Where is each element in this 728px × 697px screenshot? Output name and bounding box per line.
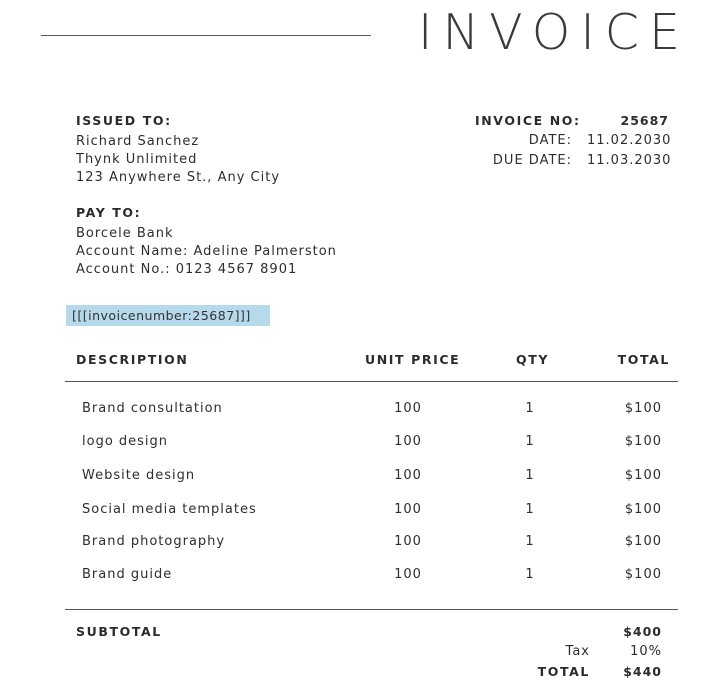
- row-description: Brand consultation: [82, 401, 223, 416]
- date-label: DATE:: [528, 133, 572, 148]
- tax-value: 10%: [630, 644, 662, 659]
- issued-to-company: Thynk Unlimited: [76, 152, 198, 167]
- table-row: [0, 467, 728, 485]
- table-header-rule: [65, 381, 678, 382]
- invoice-no-label: INVOICE NO:: [475, 113, 581, 128]
- pay-to-account-name: Account Name: Adeline Palmerston: [76, 244, 337, 259]
- due-date-label: DUE DATE:: [492, 153, 572, 168]
- table-row: [0, 501, 728, 519]
- row-qty: 1: [525, 401, 535, 416]
- issued-to-name: Richard Sanchez: [76, 134, 200, 149]
- row-qty: 1: [525, 434, 535, 449]
- row-description: Social media templates: [82, 502, 257, 517]
- tax-label: Tax: [565, 644, 590, 659]
- row-unit-price: 100: [394, 502, 422, 517]
- row-total: $100: [624, 534, 662, 549]
- total-value: $440: [623, 664, 662, 679]
- row-total: $100: [624, 401, 662, 416]
- invoice-no-value: 25687: [620, 113, 669, 128]
- table-row: [0, 433, 728, 451]
- pay-to-account-no: Account No.: 0123 4567 8901: [76, 262, 298, 277]
- table-row: [0, 400, 728, 418]
- row-unit-price: 100: [394, 468, 422, 483]
- row-qty: 1: [525, 567, 535, 582]
- table-row: [0, 533, 728, 551]
- total-label: TOTAL: [537, 664, 590, 679]
- invoice-title: INVOICE: [418, 4, 690, 61]
- column-header-description: DESCRIPTION: [76, 352, 189, 367]
- row-unit-price: 100: [394, 534, 422, 549]
- row-description: Brand guide: [82, 567, 173, 582]
- row-qty: 1: [525, 534, 535, 549]
- row-unit-price: 100: [394, 434, 422, 449]
- table-row: [0, 566, 728, 584]
- date-value: 11.02.2030: [587, 133, 672, 148]
- header-rule: [41, 35, 371, 36]
- pay-to-label: PAY TO:: [76, 205, 142, 220]
- row-unit-price: 100: [394, 401, 422, 416]
- table-footer-rule: [65, 609, 678, 610]
- column-header-qty: QTY: [516, 352, 550, 367]
- row-qty: 1: [525, 468, 535, 483]
- row-description: logo design: [82, 434, 169, 449]
- row-unit-price: 100: [394, 567, 422, 582]
- issued-to-label: ISSUED TO:: [76, 113, 172, 128]
- row-description: Brand photography: [82, 534, 226, 549]
- column-header-unit-price: UNIT PRICE: [365, 352, 461, 367]
- row-total: $100: [624, 468, 662, 483]
- column-header-total: TOTAL: [617, 352, 670, 367]
- issued-to-address: 123 Anywhere St., Any City: [76, 170, 281, 185]
- pay-to-bank: Borcele Bank: [76, 226, 174, 241]
- due-date-value: 11.03.2030: [587, 153, 672, 168]
- row-total: $100: [624, 434, 662, 449]
- row-total: $100: [624, 567, 662, 582]
- row-total: $100: [624, 502, 662, 517]
- subtotal-value: $400: [623, 624, 662, 639]
- subtotal-label: SUBTOTAL: [76, 624, 162, 639]
- row-description: Website design: [82, 468, 196, 483]
- invoice-number-merge-tag[interactable]: [[[invoicenumber:25687]]]: [66, 305, 270, 326]
- row-qty: 1: [525, 502, 535, 517]
